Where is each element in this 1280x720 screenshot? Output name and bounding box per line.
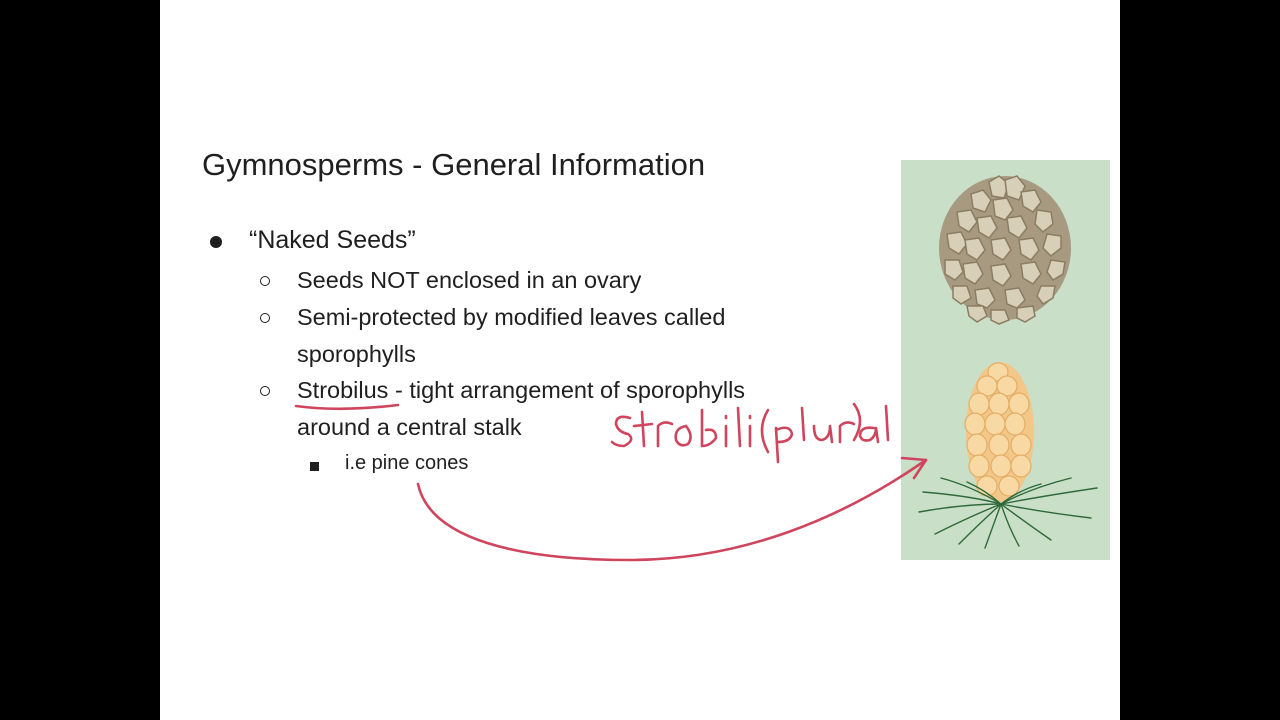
- pollen-strobilus-icon: [919, 362, 1097, 548]
- bullet-semi-protected-line2: sporophylls: [297, 341, 416, 367]
- term-strobilus: Strobilus: [297, 377, 389, 403]
- bullet-strobilus-line2: around a central stalk: [297, 414, 522, 440]
- strobilus-definition: - tight arrangement of sporophylls: [388, 377, 746, 403]
- handwritten-strobili-plural: [612, 404, 888, 462]
- slide-title: Gymnosperms - General Information: [202, 147, 706, 182]
- bullet-seeds-not-enclosed: Seeds NOT enclosed in an ovary: [297, 267, 642, 293]
- bullet-semi-protected-line1: Semi-protected by modified leaves called: [297, 304, 726, 330]
- slide: [160, 0, 1120, 720]
- bullet-level2-icon: [260, 313, 270, 323]
- strobilus-underline: [296, 405, 398, 409]
- curved-arrow-icon: [418, 460, 926, 560]
- mature-pine-cone-icon: [939, 176, 1071, 324]
- bullet-level3-icon: [310, 462, 319, 471]
- bullet-level1-icon: [210, 236, 222, 248]
- bullet-level2-icon: [260, 276, 270, 286]
- bullet-level2-icon: [260, 386, 270, 396]
- bullet-strobilus-line1: [297, 377, 745, 404]
- bullet-pine-cones: i.e pine cones: [345, 452, 469, 474]
- pine-cone-figure: [901, 160, 1110, 560]
- bullet-naked-seeds: “Naked Seeds”: [249, 226, 416, 254]
- cone-illustration: [901, 160, 1110, 560]
